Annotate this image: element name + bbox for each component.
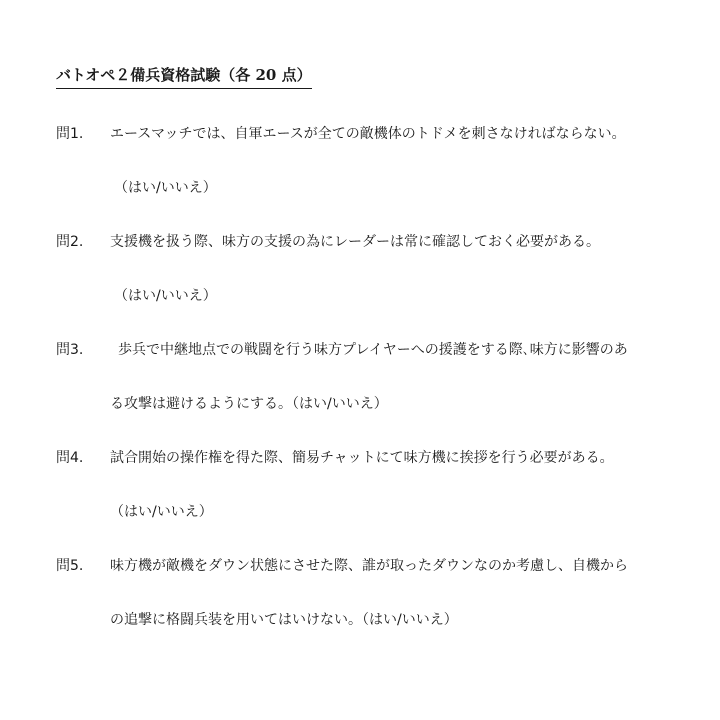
question-3-text-line-1: 歩兵で中継地点での戦闘を行う味方プレイヤーへの援護をする際､味方に影響のあ bbox=[118, 342, 628, 358]
question-3-number: 問3. bbox=[56, 342, 84, 358]
question-2-number: 問2. bbox=[56, 234, 84, 250]
question-1-answer-options: （はい/いいえ） bbox=[114, 180, 217, 196]
question-4-text-line-1: 試合開始の操作権を得た際、簡易チャットにて味方機に挨拶を行う必要がある。 bbox=[110, 450, 614, 466]
question-4-answer-options: （はい/いいえ） bbox=[110, 504, 213, 520]
question-2-text-line-1: 支援機を扱う際、味方の支援の為にレーダーは常に確認しておく必要がある。 bbox=[110, 234, 600, 250]
question-5-text-line-2: の追撃に格闘兵装を用いてはいけない。（はい/いいえ） bbox=[110, 612, 458, 628]
question-5-text-line-1: 味方機が敵機をダウン状態にさせた際、誰が取ったダウンなのか考慮し、自機から bbox=[110, 558, 628, 574]
question-1-number: 問1. bbox=[56, 126, 84, 142]
question-2-answer-options: （はい/いいえ） bbox=[114, 288, 217, 304]
question-4-number: 問4. bbox=[56, 450, 84, 466]
question-5-number: 問5. bbox=[56, 558, 84, 574]
question-1-text-line-1: エースマッチでは、自軍エースが全ての敵機体のトドメを刺さなければならない。 bbox=[110, 126, 626, 142]
question-3-text-line-2: る攻撃は避けるようにする。（はい/いいえ） bbox=[110, 396, 388, 412]
document-title: バトオペ２備兵資格試験（各 20 点） bbox=[56, 64, 312, 89]
